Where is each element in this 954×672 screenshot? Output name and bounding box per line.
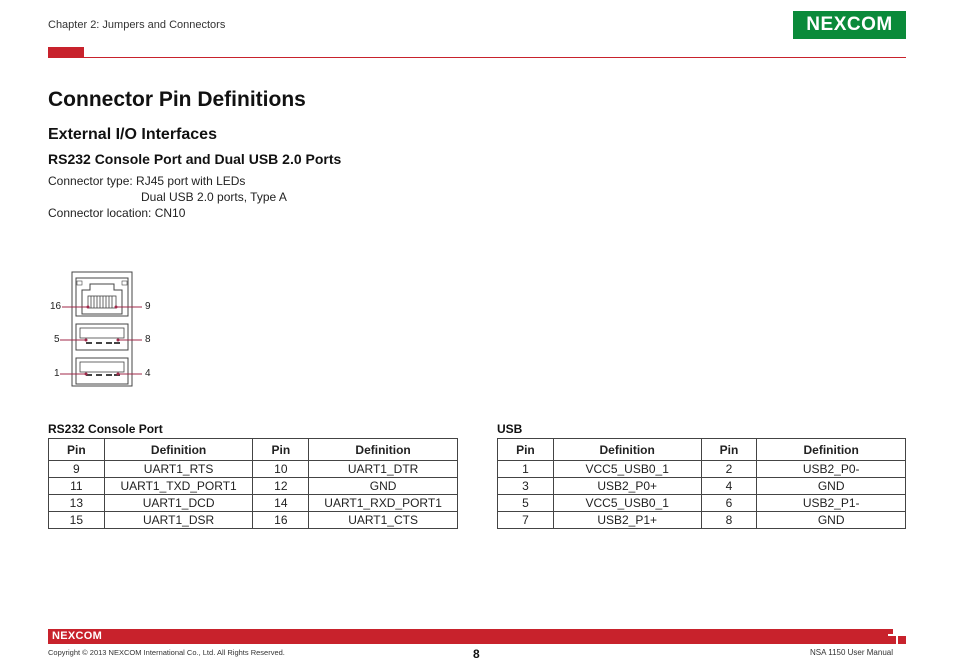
logo-text-left: NE: [806, 14, 834, 35]
pin-label-8: 8: [145, 334, 151, 345]
col-header-definition: Definition: [309, 439, 458, 461]
definition-cell: UART1_DCD: [104, 495, 253, 512]
table-row: [49, 512, 458, 529]
pin-cell: 3: [498, 478, 554, 495]
table-row: [498, 461, 906, 478]
definition-cell: USB2_P1-: [757, 495, 906, 512]
col-header-pin: Pin: [253, 439, 309, 461]
pin-cell: 16: [253, 512, 309, 529]
table-row: [498, 478, 906, 495]
pin-cell: 2: [701, 461, 757, 478]
pin-cell: 7: [498, 512, 554, 529]
nexcom-logo: [793, 11, 906, 39]
pin-cell: 11: [49, 478, 105, 495]
definition-cell: GND: [309, 478, 458, 495]
definition-cell: GND: [757, 512, 906, 529]
logo-text-right: COM: [846, 14, 893, 35]
table-row: [49, 478, 458, 495]
rs232-table-title: RS232 Console Port: [48, 422, 163, 436]
header-rule: [84, 57, 906, 58]
pin-cell: 12: [253, 478, 309, 495]
table-row: [498, 512, 906, 529]
definition-cell: USB2_P0-: [757, 461, 906, 478]
definition-cell: UART1_RTS: [104, 461, 253, 478]
rs232-pin-table: [48, 438, 458, 529]
definition-cell: UART1_TXD_PORT1: [104, 478, 253, 495]
table-header-row: [49, 439, 458, 461]
header-red-block: [48, 47, 84, 58]
definition-cell: UART1_DSR: [104, 512, 253, 529]
pin-cell: 8: [701, 512, 757, 529]
pin-cell: 9: [49, 461, 105, 478]
pin-cell: 14: [253, 495, 309, 512]
footer-logo: NEXCOM: [52, 630, 103, 642]
col-header-definition: Definition: [104, 439, 253, 461]
connector-location: Connector location: CN10: [48, 206, 186, 220]
usb-pin-table: [497, 438, 906, 529]
pin-label-4: 4: [145, 368, 151, 379]
copyright-text: Copyright © 2013 NEXCOM International Co., Ltd. All Rights Reserved.: [48, 648, 285, 657]
subsection-title: RS232 Console Port and Dual USB 2.0 Ports: [48, 151, 342, 167]
pin-cell: 6: [701, 495, 757, 512]
definition-cell: UART1_DTR: [309, 461, 458, 478]
pin-label-5: 5: [54, 334, 60, 345]
pin-label-1: 1: [54, 368, 60, 379]
definition-cell: UART1_RXD_PORT1: [309, 495, 458, 512]
table-row: [49, 495, 458, 512]
definition-cell: GND: [757, 478, 906, 495]
definition-cell: VCC5_USB0_1: [553, 461, 701, 478]
col-header-pin: Pin: [49, 439, 105, 461]
pin-cell: 1: [498, 461, 554, 478]
page-title: Connector Pin Definitions: [48, 88, 306, 111]
definition-cell: VCC5_USB0_1: [553, 495, 701, 512]
definition-cell: USB2_P1+: [553, 512, 701, 529]
manual-name: NSA 1150 User Manual: [810, 648, 894, 657]
connector-type: Connector type: RJ45 port with LEDs: [48, 174, 246, 188]
col-header-pin: Pin: [701, 439, 757, 461]
pin-cell: 15: [49, 512, 105, 529]
col-header-definition: Definition: [757, 439, 906, 461]
table-header-row: [498, 439, 906, 461]
section-title: External I/O Interfaces: [48, 126, 217, 143]
footer-squares-icon: [888, 629, 906, 644]
pin-cell: 5: [498, 495, 554, 512]
table-row: [49, 461, 458, 478]
logo-text-x: X: [833, 14, 847, 35]
col-header-definition: Definition: [553, 439, 701, 461]
pin-cell: 10: [253, 461, 309, 478]
pin-cell: 13: [49, 495, 105, 512]
table-row: [498, 495, 906, 512]
page-number: 8: [473, 647, 480, 661]
connector-diagram: [48, 268, 168, 390]
connector-type-usb: Dual USB 2.0 ports, Type A: [141, 190, 287, 204]
usb-table-title: USB: [497, 422, 523, 436]
chapter-heading: Chapter 2: Jumpers and Connectors: [48, 19, 226, 31]
pin-label-16: 16: [50, 301, 62, 312]
col-header-pin: Pin: [498, 439, 554, 461]
pin-label-9: 9: [145, 301, 151, 312]
pin-cell: 4: [701, 478, 757, 495]
footer-bar: [48, 629, 906, 644]
definition-cell: USB2_P0+: [553, 478, 701, 495]
definition-cell: UART1_CTS: [309, 512, 458, 529]
